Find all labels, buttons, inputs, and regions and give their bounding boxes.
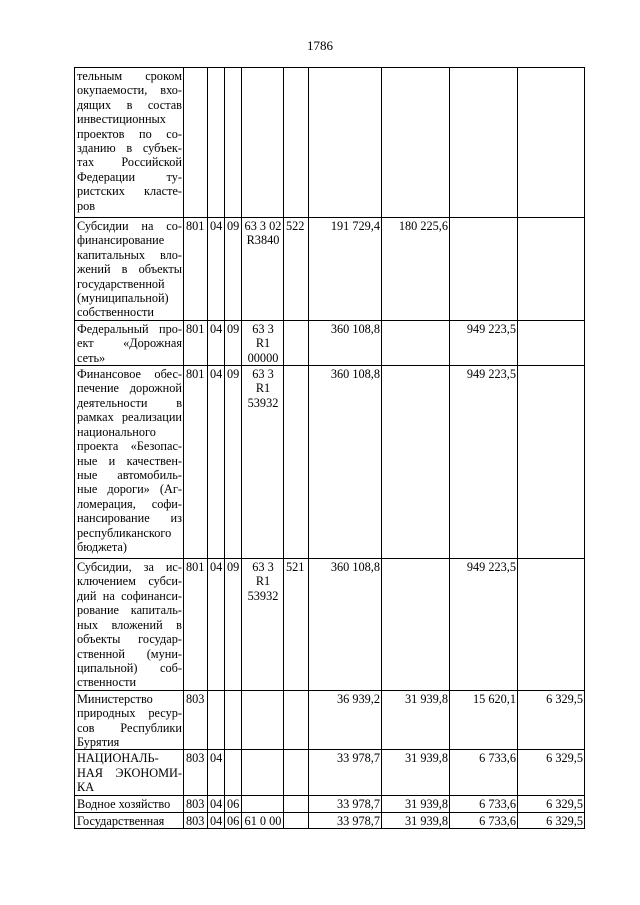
cell-amount-4: 6 329,5 <box>518 812 585 828</box>
table-row <box>75 812 585 828</box>
cell-amount-4: 6 329,5 <box>518 795 585 812</box>
cell-rz: 04 <box>208 366 225 559</box>
cell-csr: 61 0 00 <box>242 812 284 828</box>
row-name: Федеральный про-ект «Дорожная сеть» <box>75 320 184 365</box>
cell-rz: 04 <box>208 795 225 812</box>
cell-rz <box>208 68 225 218</box>
cell-amount-3: 15 620,1 <box>450 690 518 750</box>
cell-amount-2: 31 939,8 <box>382 750 450 795</box>
cell-amount-1: 33 978,7 <box>309 795 382 812</box>
cell-amount-2 <box>382 366 450 559</box>
cell-grbs: 801 <box>184 320 208 365</box>
cell-amount-1: 360 108,8 <box>309 559 382 691</box>
cell-grbs: 801 <box>184 218 208 321</box>
cell-amount-3 <box>450 218 518 321</box>
cell-amount-1 <box>309 68 382 218</box>
cell-amount-4: 6 329,5 <box>518 750 585 795</box>
cell-rz: 04 <box>208 750 225 795</box>
cell-csr <box>242 68 284 218</box>
cell-vr <box>284 68 309 218</box>
cell-pr: 09 <box>225 218 242 321</box>
cell-grbs: 803 <box>184 750 208 795</box>
cell-amount-2: 180 225,6 <box>382 218 450 321</box>
cell-pr <box>225 68 242 218</box>
cell-csr <box>242 795 284 812</box>
cell-pr: 09 <box>225 366 242 559</box>
cell-vr: 521 <box>284 559 309 691</box>
row-name: тельным сроком окупаемости, вхо-дящих в состав инвестиционных проектов по со-зданию в субъек-тах Российской Федерации ту-ристских класте-ров <box>75 68 184 218</box>
cell-pr: 09 <box>225 320 242 365</box>
cell-amount-1: 36 939,2 <box>309 690 382 750</box>
row-name: Государственная <box>75 812 184 828</box>
cell-rz: 04 <box>208 320 225 365</box>
table-row <box>75 690 585 750</box>
cell-amount-1: 33 978,7 <box>309 812 382 828</box>
cell-csr: 63 3 R1 53932 <box>242 366 284 559</box>
cell-amount-4 <box>518 320 585 365</box>
cell-amount-3: 6 733,6 <box>450 750 518 795</box>
cell-amount-3: 6 733,6 <box>450 812 518 828</box>
cell-pr <box>225 750 242 795</box>
cell-rz: 04 <box>208 812 225 828</box>
table-row <box>75 218 585 321</box>
cell-amount-3: 949 223,5 <box>450 366 518 559</box>
cell-csr: 63 3 02 R3840 <box>242 218 284 321</box>
cell-vr: 522 <box>284 218 309 321</box>
cell-pr <box>225 690 242 750</box>
cell-grbs: 803 <box>184 812 208 828</box>
cell-amount-4: 6 329,5 <box>518 690 585 750</box>
cell-amount-2: 31 939,8 <box>382 795 450 812</box>
cell-vr <box>284 690 309 750</box>
cell-amount-2: 31 939,8 <box>382 812 450 828</box>
cell-vr <box>284 795 309 812</box>
page-number: 1786 <box>307 38 333 53</box>
cell-amount-3: 949 223,5 <box>450 320 518 365</box>
cell-csr <box>242 690 284 750</box>
cell-amount-1: 360 108,8 <box>309 320 382 365</box>
table-row <box>75 750 585 795</box>
cell-amount-2: 31 939,8 <box>382 690 450 750</box>
cell-amount-1: 360 108,8 <box>309 366 382 559</box>
cell-vr <box>284 320 309 365</box>
cell-csr: 63 3 R1 00000 <box>242 320 284 365</box>
table-row <box>75 366 585 559</box>
row-name: Субсидии, за ис-ключением субси-дий на софинанси-рование капиталь-ных вложений в объекты государ-ственной (муни-ципальной) соб-ственности <box>75 559 184 691</box>
table-row <box>75 320 585 365</box>
cell-rz: 04 <box>208 218 225 321</box>
cell-grbs: 803 <box>184 690 208 750</box>
cell-amount-1: 33 978,7 <box>309 750 382 795</box>
cell-amount-4 <box>518 218 585 321</box>
cell-amount-4 <box>518 68 585 218</box>
cell-grbs: 803 <box>184 795 208 812</box>
cell-grbs: 801 <box>184 366 208 559</box>
row-name: Финансовое обес-печение дорожной деятельности в рамках реализации национального проекта «Безопас-ные и качествен-ные автомобиль-ные дороги» (Аг-ломерация, софи-нансирование из республиканского бюджета) <box>75 366 184 559</box>
row-name: НАЦИОНАЛЬ-НАЯ ЭКОНОМИ-КА <box>75 750 184 795</box>
cell-amount-2 <box>382 559 450 691</box>
cell-amount-4 <box>518 366 585 559</box>
cell-rz: 04 <box>208 559 225 691</box>
cell-vr <box>284 750 309 795</box>
cell-amount-3: 949 223,5 <box>450 559 518 691</box>
cell-vr <box>284 366 309 559</box>
cell-pr: 06 <box>225 795 242 812</box>
cell-csr <box>242 750 284 795</box>
cell-grbs <box>184 68 208 218</box>
cell-amount-2 <box>382 68 450 218</box>
cell-amount-1: 191 729,4 <box>309 218 382 321</box>
cell-grbs: 801 <box>184 559 208 691</box>
cell-amount-3 <box>450 68 518 218</box>
row-name: Субсидии на со-финансирование капитальных вло-жений в объекты государственной (муниципальной) собственности <box>75 218 184 321</box>
table-row <box>75 795 585 812</box>
cell-vr <box>284 812 309 828</box>
cell-rz <box>208 690 225 750</box>
row-name: Министерство природных ресур-сов Республики Бурятия <box>75 690 184 750</box>
table-row <box>75 559 585 691</box>
cell-amount-4 <box>518 559 585 691</box>
budget-table <box>74 67 585 829</box>
cell-amount-2 <box>382 320 450 365</box>
cell-csr: 63 3 R1 53932 <box>242 559 284 691</box>
row-name: Водное хозяйство <box>75 795 184 812</box>
cell-pr: 09 <box>225 559 242 691</box>
table-row <box>75 68 585 218</box>
cell-amount-3: 6 733,6 <box>450 795 518 812</box>
cell-pr: 06 <box>225 812 242 828</box>
